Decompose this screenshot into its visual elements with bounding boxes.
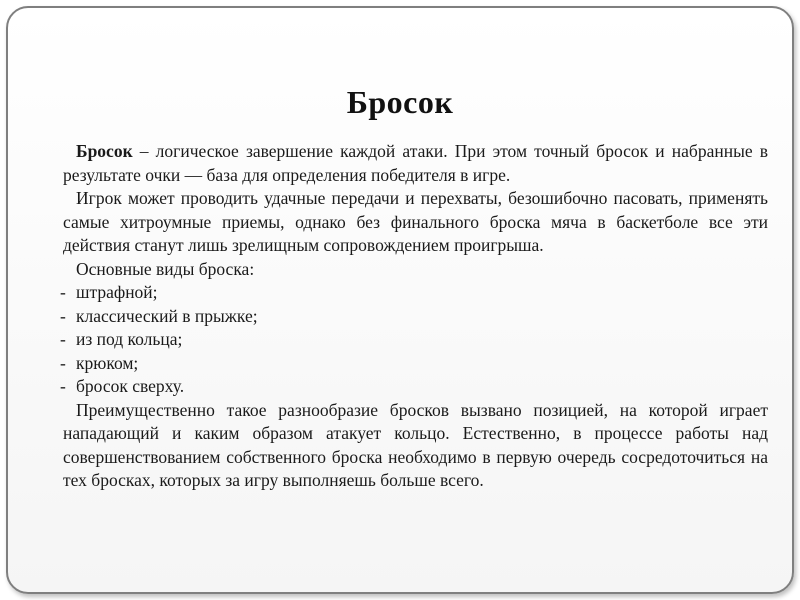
list-item — [60, 305, 768, 329]
list-marker: - — [60, 352, 66, 373]
list-item-text: классический в прыжке; — [76, 305, 258, 326]
list-marker: - — [60, 305, 66, 326]
paragraph-importance: Игрок может проводить удачные передачи и перехваты, безошибочно пасовать, применять самые хитроумные приемы, однако без финального броска мяча в баскетболе все эти действия станут лишь зрелищным сопровождением проигрыша. — [63, 188, 768, 255]
paragraph-conclusion: Преимущественно такое разнообразие бросков вызвано позицией, на которой играет нападающий и каким образом атакует кольцо. Естественно, в процессе работы над совершенствованием собственного броска необходимо в первую очередь сосредоточиться на тех бросках, которых за игру выполняешь больше всего. — [63, 399, 768, 490]
list-item — [60, 281, 768, 305]
list-item — [60, 328, 768, 352]
list-item-text: крюком; — [76, 352, 139, 373]
types-heading: Основные виды броска: — [76, 258, 255, 279]
list-marker: - — [60, 282, 66, 302]
list-item — [60, 375, 768, 399]
list-marker: - — [60, 376, 66, 396]
list-item-text: из под кольца; — [76, 329, 183, 349]
paragraph-definition-text: – логическое завершение каждой атаки. При этом точный бросок и набранные в результате очки — база для определения победителя в игре. — [63, 141, 768, 185]
slide-body — [60, 140, 768, 493]
slide-frame — [6, 6, 794, 594]
paragraph-definition — [63, 140, 768, 187]
paragraph-lead-term: Бросок — [76, 141, 133, 161]
list-marker: - — [60, 329, 66, 349]
list-item-text: бросок сверху. — [76, 376, 185, 396]
types-list — [60, 281, 768, 399]
slide-title: Бросок — [346, 84, 454, 120]
list-item — [60, 352, 768, 376]
list-item-text: штрафной; — [76, 282, 158, 302]
